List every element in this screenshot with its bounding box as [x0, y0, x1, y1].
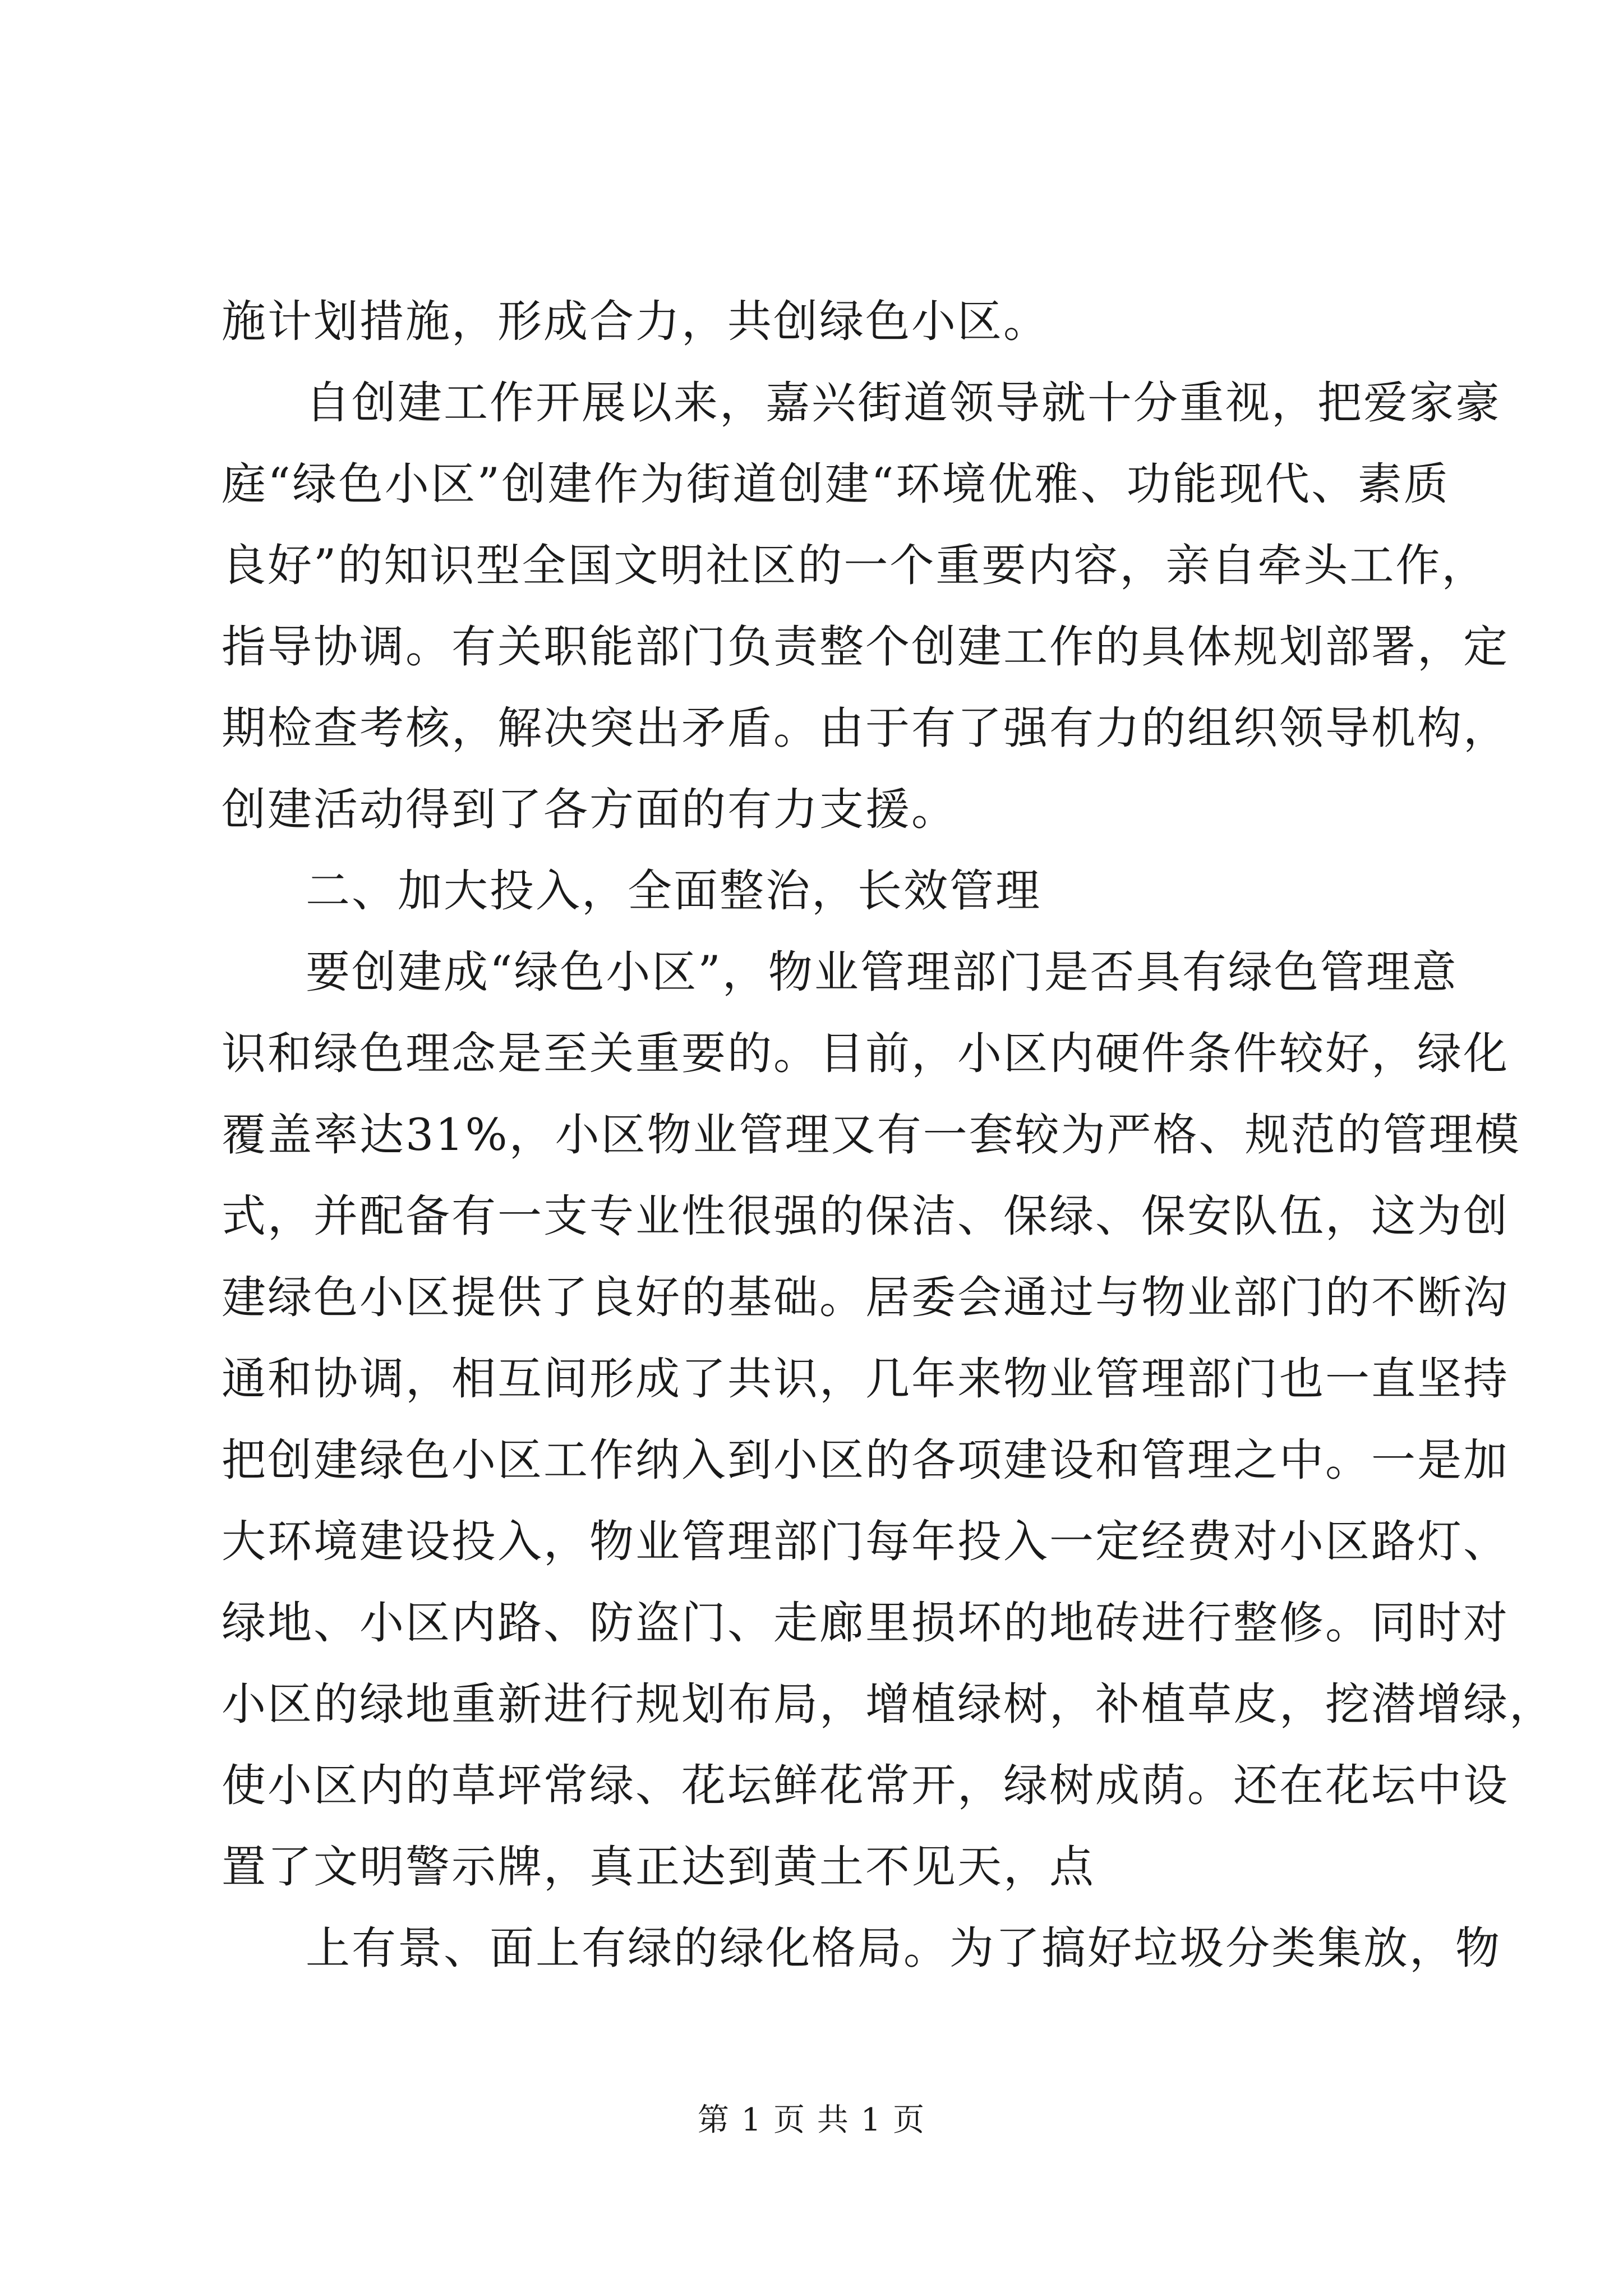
- text-line: 小区的绿地重新进行规划布局，增植绿树，补植草皮，挖潜增绿，: [222, 1678, 1555, 1730]
- text-line: 识和绿色理念是至关重要的。目前，小区内硬件条件较好，绿化: [222, 1028, 1509, 1079]
- page-footer: 第 1 页 共 1 页: [697, 2102, 926, 2138]
- text-line: 庭“绿色小区”创建作为街道创建“环境优雅、功能现代、素质: [222, 458, 1450, 510]
- section-heading: 二、加大投入，全面整治，长效管理: [306, 865, 1041, 917]
- text-line: 使小区内的草坪常绿、花坛鲜花常开，绿树成荫。还在花坛中设: [222, 1760, 1509, 1811]
- text-line: 指导协调。有关职能部门负责整个创建工作的具体规划部署，定: [222, 621, 1509, 673]
- paragraph-first-line: 要创建成“绿色小区”，物业管理部门是否具有绿色管理意: [306, 946, 1458, 998]
- paragraph-first-line: 自创建工作开展以来，嘉兴街道领导就十分重视，把爱家豪: [306, 377, 1501, 429]
- text-line: 置了文明警示牌，真正达到黄土不见天，点: [222, 1841, 1095, 1893]
- text-line: 施计划措施，形成合力，共创绿色小区。: [222, 296, 1049, 347]
- text-line: 大环境建设投入，物业管理部门每年投入一定经费对小区路灯、: [222, 1516, 1509, 1567]
- text-line: 通和协调，相互间形成了共识，几年来物业管理部门也一直坚持: [222, 1353, 1509, 1405]
- text-line: 绿地、小区内路、防盗门、走廊里损坏的地砖进行整修。同时对: [222, 1597, 1509, 1649]
- paragraph-first-line: 上有景、面上有绿的绿化格局。为了搞好垃圾分类集放，物: [306, 1922, 1501, 1974]
- text-line: 建绿色小区提供了良好的基础。居委会通过与物业部门的不断沟: [222, 1272, 1509, 1323]
- text-line: 期检查考核，解决突出矛盾。由于有了强有力的组织领导机构，: [222, 702, 1509, 754]
- text-line: 创建活动得到了各方面的有力支援。: [222, 784, 957, 835]
- text-line: 式，并配备有一支专业性很强的保洁、保绿、保安队伍，这为创: [222, 1190, 1509, 1242]
- text-line: 覆盖率达31%，小区物业管理又有一套较为严格、规范的管理模: [222, 1109, 1521, 1161]
- text-line: 良好”的知识型全国文明社区的一个重要内容，亲自牵头工作，: [222, 540, 1488, 591]
- text-line: 把创建绿色小区工作纳入到小区的各项建设和管理之中。一是加: [222, 1434, 1509, 1486]
